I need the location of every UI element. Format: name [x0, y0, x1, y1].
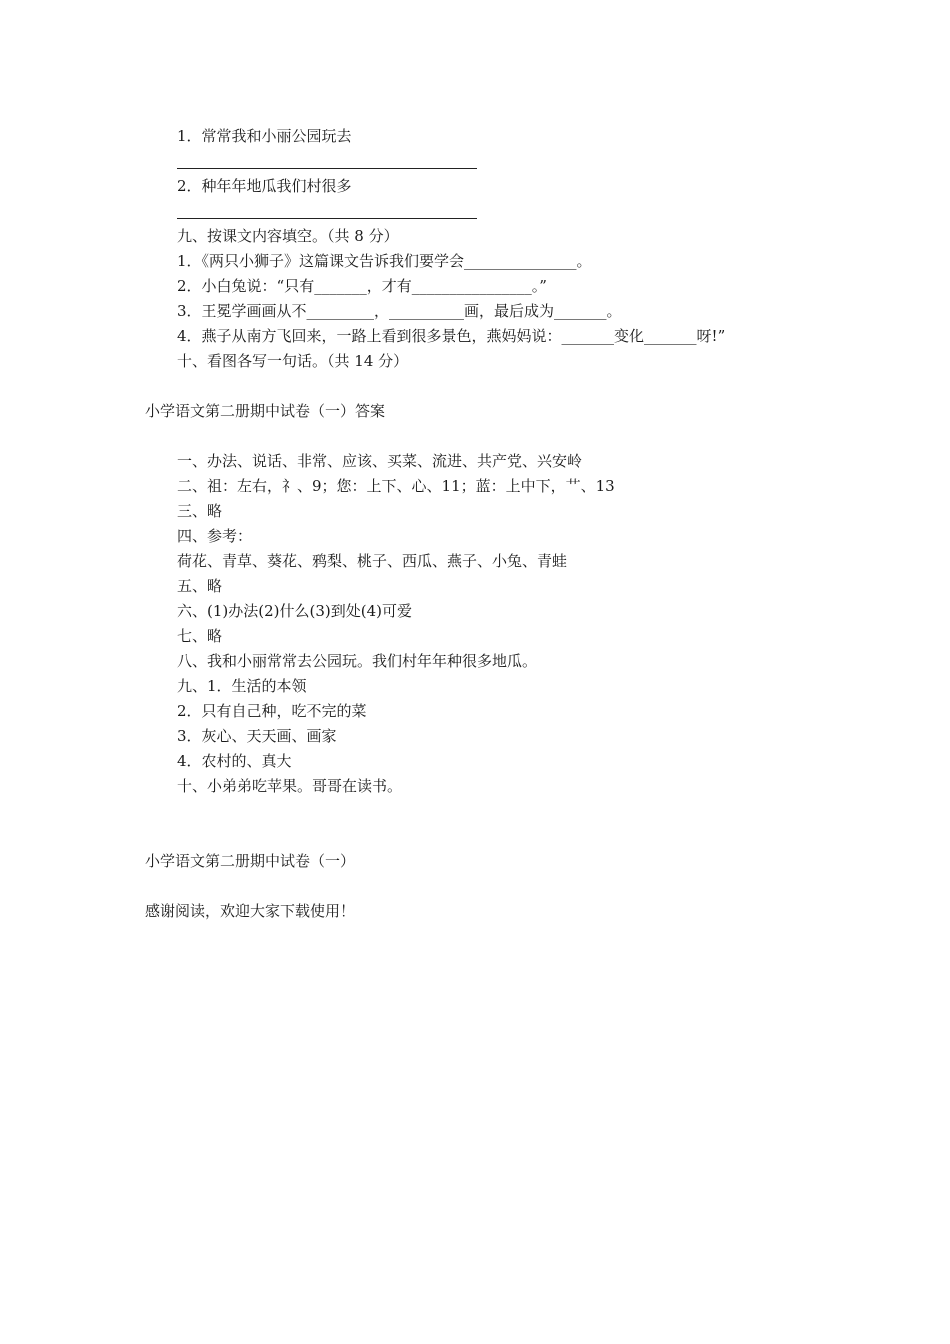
answer-line: 六、(1)办法(2)什么(3)到处(4)可爱 [177, 602, 412, 620]
answer-line: 2．只有自己种，吃不完的菜 [177, 702, 367, 720]
answer-line: 3．灰心、天天画、画家 [177, 727, 337, 745]
answer-key-title: 小学语文第二册期中试卷（一）答案 [145, 402, 386, 420]
reorder-item-2: 2．种年年地瓜我们村很多 [177, 177, 352, 195]
answer-line: 七、略 [177, 627, 223, 645]
answer-line-2 [177, 218, 477, 219]
answer-line: 二、祖：左右，礻、9；您：上下、心、11；蓝：上中下，艹、13 [177, 477, 615, 495]
section9-item-4: 4．燕子从南方飞回来，一路上看到很多景色，燕妈妈说：_______变化_______呀!” [177, 327, 726, 345]
answer-line: 四、参考： [177, 527, 253, 545]
section9-item-3: 3．王冕学画画从不_________，__________画，最后成为_______。 [177, 302, 622, 320]
answer-line: 三、略 [177, 502, 223, 520]
answer-line: 九、1．生活的本领 [177, 677, 307, 695]
answer-line: 一、办法、说话、非常、应该、买菜、流进、共产党、兴安岭 [177, 452, 583, 470]
answer-line-1 [177, 168, 477, 169]
document-footer-title: 小学语文第二册期中试卷（一） [145, 852, 356, 870]
reorder-item-1: 1．常常我和小丽公园玩去 [177, 127, 352, 145]
section10-heading: 十、看图各写一句话。（共 14 分） [177, 352, 409, 370]
answer-line: 荷花、青草、葵花、鸦梨、桃子、西瓜、燕子、小兔、青蛙 [177, 552, 568, 570]
section9-item-1: 1．《两只小狮子》这篇课文告诉我们要学会_______________。 [177, 252, 592, 270]
closing-note: 感谢阅读，欢迎大家下载使用！ [145, 902, 356, 920]
section9-item-2: 2．小白兔说：“只有_______，才有________________。” [177, 277, 547, 295]
answer-line: 十、小弟弟吃苹果。哥哥在读书。 [177, 777, 403, 795]
answer-line: 八、我和小丽常常去公园玩。我们村年年种很多地瓜。 [177, 652, 538, 670]
answer-line: 五、略 [177, 577, 223, 595]
answer-line: 4．农村的、真大 [177, 752, 292, 770]
section9-heading: 九、按课文内容填空。（共 8 分） [177, 227, 399, 245]
